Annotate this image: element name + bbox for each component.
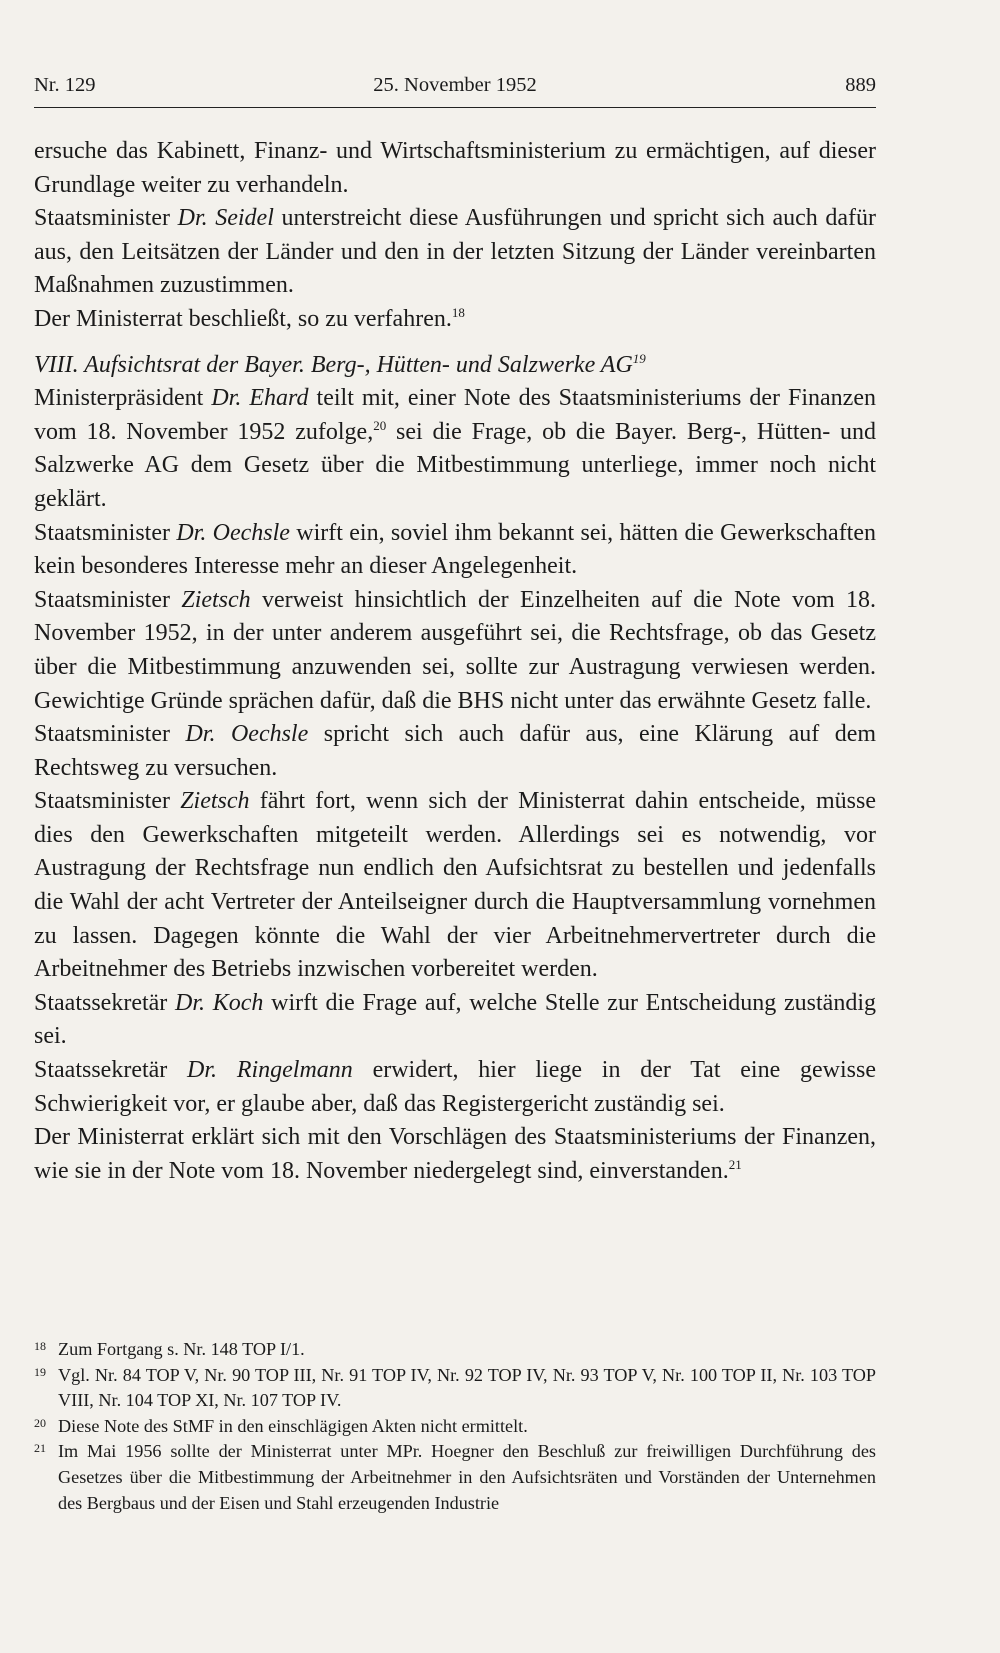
session-date: 25. November 1952 — [373, 74, 537, 96]
footnote — [34, 1414, 876, 1440]
speaker-name: Dr. Seidel — [177, 205, 274, 232]
speaker-name: Zietsch — [180, 788, 250, 815]
footnote — [34, 1439, 876, 1516]
speaker-name: Dr. Oechsle — [176, 519, 290, 546]
body-text — [34, 135, 876, 1188]
speaker-name: Dr. Ehard — [211, 385, 309, 412]
footnote-reference: 19 — [632, 350, 646, 366]
page-number: 889 — [845, 74, 876, 96]
text-segment: sei die Frage, ob die Bayer. Berg-, Hütten- und Salzwerke AG dem Gesetz über die Mitbestimmung unterliege, immer noch nicht geklärt. — [34, 418, 876, 512]
paragraph — [34, 1054, 876, 1121]
paragraph — [34, 382, 876, 516]
footnote-number: 18 — [34, 1339, 46, 1353]
footnote-text: Diese Note des StMF in den einschlägigen Akten nicht ermittelt. — [58, 1415, 528, 1436]
section-heading — [34, 349, 876, 383]
paragraph — [34, 135, 876, 202]
paragraph — [34, 987, 876, 1054]
page-header — [34, 74, 876, 108]
footnotes — [34, 1337, 876, 1516]
footnote — [34, 1337, 876, 1363]
text-segment: Staatssekretär — [34, 989, 175, 1016]
text-segment: Staatsminister — [34, 586, 182, 613]
text-segment: Staatsminister — [34, 205, 178, 232]
footnote-number: 21 — [34, 1441, 46, 1456]
paragraph — [34, 517, 876, 584]
text-segment: Ministerpräsident — [34, 385, 212, 412]
text-segment: Staatsminister — [34, 519, 177, 546]
header-rule — [34, 107, 876, 108]
footnote-text: Vgl. Nr. 84 TOP V, Nr. 90 TOP III, Nr. 91 TOP IV, Nr. 92 TOP IV, Nr. 93 TOP V, Nr. 100 TOP II, Nr. 103 TOP VIII, Nr. 104 TOP XI, Nr. 107 TOP IV. — [58, 1364, 876, 1411]
speaker-name: Dr. Oechsle — [185, 721, 309, 748]
paragraph — [34, 584, 876, 718]
text-segment: Staatsminister — [34, 788, 181, 815]
text-segment: Staatssekretär — [34, 1057, 188, 1084]
text-segment: Der Ministerrat erklärt sich mit den Vorschlägen des Staatsministeriums der Finanzen, wie sie in der Note vom 18. November niedergelegt sind, einverstanden. — [34, 1124, 876, 1184]
paragraph — [34, 1121, 876, 1188]
footnote-number: 20 — [34, 1415, 46, 1430]
footnote-reference: 20 — [373, 417, 387, 433]
text-segment: erwidert, hier liege in der Tat eine gewisse Schwierigkeit vor, er glaube aber, daß das Registergericht zuständig sei. — [34, 1057, 876, 1117]
footnote-text: Zum Fortgang s. Nr. 148 TOP I/1. — [58, 1339, 305, 1359]
paragraph — [34, 202, 876, 303]
speaker-name: Dr. Koch — [175, 989, 264, 1016]
speaker-name: Dr. Ringelmann — [187, 1057, 353, 1084]
text-segment: verweist hinsichtlich der Einzelheiten auf die Note vom 18. November 1952, in der unter anderem ausgeführt sei, die Rechtsfrage, ob das Gesetz über die Mitbestimmung anzuwenden sei, sollte zur Austragung verwiesen werden. Gewichtige Gründe sprächen dafür, daß die BHS nicht unter das erwähnte Gesetz falle. — [34, 586, 876, 714]
paragraph — [34, 785, 876, 987]
text-segment: wirft die Frage auf, welche Stelle zur Entscheidung zuständig sei. — [34, 989, 876, 1050]
text-segment: Staatsminister — [34, 721, 186, 748]
text-segment: ersuche das Kabinett, Finanz- und Wirtschaftsministerium zu ermächtigen, auf dieser Grundlage weiter zu verhandeln. — [34, 138, 876, 198]
footnote-text: Im Mai 1956 sollte der Ministerrat unter MPr. Hoegner den Beschluß zur freiwilligen Durchführung des Gesetzes über die Mitbestimmung der Arbeitnehmer in den Aufsichtsräten und Vorständen der Unternehmen des Bergbaus und der Eisen und Stahl erzeugenden Industrie — [58, 1441, 876, 1513]
footnote-reference: 21 — [728, 1156, 742, 1172]
text-segment: Der Ministerrat beschließt, so zu verfahren. — [34, 305, 452, 332]
text-segment: fährt fort, wenn sich der Ministerrat dahin entscheide, müsse dies den Gewerkschaften mitgeteilt werden. Allerdings sei es notwendig, vor Austragung der Rechtsfrage nun endlich den Aufsichtsrat zu bestellen und jedenfalls die Wahl der acht Vertreter der Anteilseigner durch die Hauptversammlung vornehmen zu lassen. Dagegen könnte die Wahl der vier Arbeitnehmervertreter durch die Arbeitnehmer des Betriebs inzwischen vorbereitet werden. — [34, 788, 876, 983]
paragraph — [34, 718, 876, 785]
speaker-name: Zietsch — [181, 586, 251, 613]
footnote-number: 19 — [34, 1364, 46, 1379]
text-segment: spricht sich auch dafür aus, eine Klärung auf dem Rechtsweg zu versuchen. — [34, 721, 877, 781]
footnote-reference: 18 — [451, 304, 465, 320]
text-segment: unterstreicht diese Ausführungen und spricht sich auch dafür aus, den Leitsätzen der Länder und den in der letzten Sitzung der Länder vereinbarten Maßnahmen zuzustimmen. — [34, 205, 877, 299]
text-segment: teilt mit, einer Note des Staatsministeriums der Finanzen vom 18. November 1952 zufolge, — [34, 385, 876, 445]
paragraph — [34, 303, 876, 337]
document-number: Nr. 129 — [34, 74, 96, 96]
text-segment: VIII. Aufsichtsrat der Bayer. Berg-, Hütten- und Salzwerke AG — [34, 351, 633, 378]
text-segment: wirft ein, soviel ihm bekannt sei, hätten die Gewerkschaften kein besonderes Interesse mehr an dieser Angelegenheit. — [34, 519, 877, 580]
footnote — [34, 1363, 876, 1414]
